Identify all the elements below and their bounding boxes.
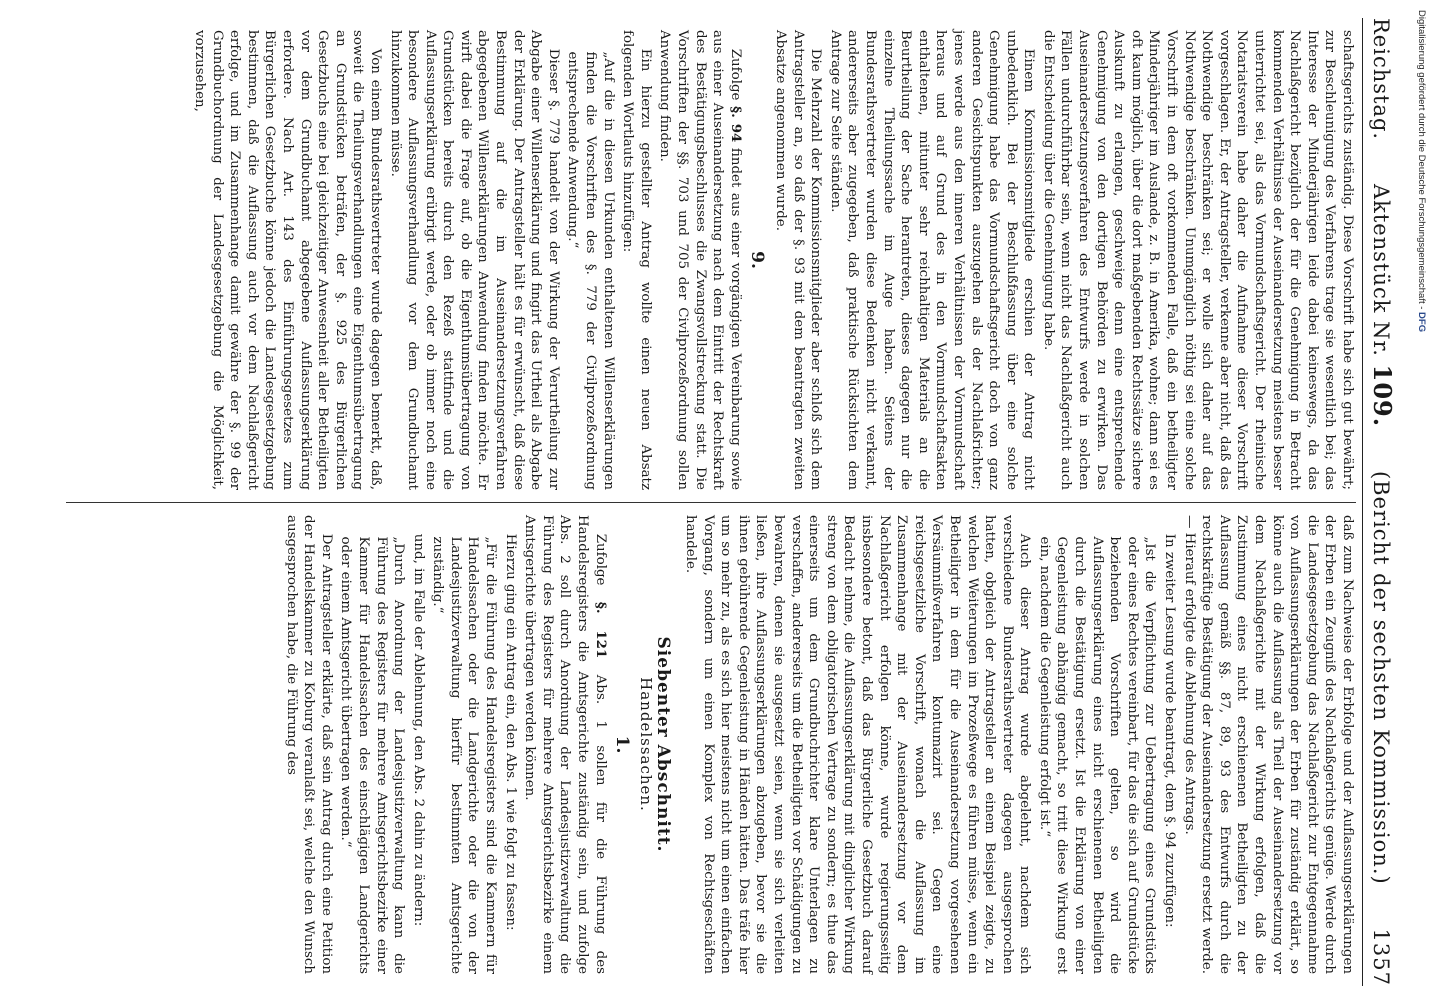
paragraph-section-121 [521, 515, 609, 974]
quoted-proposal: „Auf die in diesen Urkunden enthaltenen Willenserklärungen finden die Vorschriften des §. 779 der Civilprozeßordnung entsprechende Anwendung.“ [565, 51, 616, 490]
paragraph-body: findet aus einer vorgängigen Vereinbarung sowie aus einer Auseinandersetzung nach dem Eintritt der Rechtskraft des Bestätigungsbeschlusses die Zwangsvollstreckung statt. Die Vorschriften der §§. 703 und 705 der Civilprozeßordnung sollen Anwendung finden. [657, 30, 743, 490]
paragraph: Ein hierzu gestellter Antrag wollte einen neuen Absatz folgenden Wortlauts hinzufügen: [620, 30, 653, 490]
page-number: 1357 [1369, 928, 1393, 986]
header-report-title: (Bericht der sechsten Kommission.) [1369, 470, 1393, 885]
header-docno-prefix: Aktenstück Nr. [1369, 183, 1393, 357]
paragraph-body: Abs. 1 sollen für die Führung des Handelsregisters die Amtsgerichte zuständig sein, und zufolge Abs. 2 soll durch Anordnung der Landesjustizverwaltung die Führung des Registers für mehrere Amtsgerichtsbezirke einem Amtsgerichte übertragen werden können. [522, 515, 608, 974]
section-reference: §. 121 [592, 601, 609, 659]
paragraph-section-94 [656, 30, 744, 490]
paragraph: und, im Falle der Ablehnung, den Abs. 2 dahin zu ändern: [410, 533, 426, 927]
paragraph-lead: Zufolge [727, 48, 743, 101]
left-column [66, 18, 1356, 502]
paragraph: Einem Kommissionsmitgliede erschien der Antrag nicht unbedenklich. Bei der Beschlußfassung über eine solche Genehmigung habe das Vormundschaftsgericht doch von ganz anderen Gesichtspunkten auszugehen als der Nachlaßrichter; jenes werde aus den inneren Verhältnissen der Vormundschaft heraus und auf Grund des in den Vormundschaftsakten enthaltenen, mitunter sehr reichhaltigen Materials an die Beurtheilung der Sache herantreten, dieses dagegen nur die einzelne Theilungssache im Auge haben. Seitens der Bundesrathsvertreter wurden diese Bedenken nicht verkannt, andererseits aber zugegeben, daß praktische Rücksichten dem Antrage zur Seite ständen. [827, 30, 1037, 490]
credit-text: Digitalisierung gefördert durch die Deutsche Forschungsgemeinschaft - [1416, 10, 1427, 310]
quoted-proposal: „Ist die Verpflichtung zur Uebertragung eines Grundstücks oder eines Rechtes vereinbart, für das die sich auf Grundstücke beziehenden Vorschriften gelten, so wird die Auflassungserklärung eines nicht erschienenen Betheiligten durch die Bestätigung ersetzt. Ist die Erklärung von einer Gegenleistung abhängig gemacht, so tritt diese Wirkung erst ein, nachdem die Gegenleistung erfolgt ist.“ [1036, 536, 1158, 974]
header-docno-value: 109. [1368, 364, 1397, 428]
section-subheading: Handelssachen. [636, 677, 655, 812]
section-reference: §. 94 [727, 106, 744, 143]
header-document-number [1368, 184, 1397, 427]
paragraph: daß zum Nachweise der Erbfolge und der Auflassungserklärungen der Erben ein Zeugniß des Nachlaßgerichts genüge. Werde durch die Landesgesetzgebung das Nachlaßgericht zur Entgegennahme von Auflassungserklärungen der Erben für zuständig erklärt, so könne auch die Auflassung als Theil der Auseinandersetzung vor dem Nachlaßgerichte mit der Wirkung erfolgen, daß die Zustimmung eines nicht erschienenen Betheiligten zu der Auflassung gemäß §§. 87, 89, 93 des Entwurfs durch die rechtskräftige Bestätigung der Auseinandersetzung ersetzt werde. — Hierauf erfolgte die Ablehnung des Antrags. [1181, 515, 1355, 974]
paragraph: Hierzu ging ein Antrag ein, den Abs. 1 wie folgt zu fassen: [502, 533, 518, 931]
header-reichstag: Reichstag. [1369, 18, 1393, 141]
paragraph: Der Antragsteller erklärte, daß sein Antrag durch eine Petition der Handelskammer zu Koburg veranlaßt sei, welche den Wunsch ausgesprochen habe, die Führung des [283, 515, 334, 974]
rotated-document-page [55, 0, 1405, 1000]
text-columns [66, 18, 1362, 986]
dfg-logo: DFG [1416, 312, 1427, 333]
paragraph: Die Mehrzahl der Kommissionsmitglieder aber schloß sich dem Antragsteller an, so daß der §. 93 mit dem beantragten zweiten Absatze angenommen wurde. [773, 30, 824, 490]
digitization-credit [1414, 10, 1428, 990]
paragraph: In zweiter Lesung wurde beantragt, dem §. 94 zuzufügen: [1162, 533, 1178, 928]
right-column [66, 502, 1356, 986]
paragraph: Von einem Bundesrathsvertreter wurde dagegen bemerkt, daß, soweit die Theilungsverhandlungen eine Eigenthumsübertragung an Grundstücken beträfen, der §. 925 des Bürgerlichen Gesetzbuchs eine bei gleichzeitiger Anwesenheit aller Betheiligten vor dem Grundbuchamt abgegebene Auflassungserklärung erfordere. Nach Art. 143 des Einführungsgesetzes zum Bürgerlichen Gesetzbuche könne jedoch die Landesgesetzgebung bestimmen, daß die Auflassung auch vor dem Nachlaßgericht erfolge, und im Zusammenhange damit gewähre der §. 99 der Grundbuchordnung der Landesgesetzgebung die Möglichkeit, vorzusehen, [192, 30, 383, 490]
quoted-proposal: „Durch Anordnung der Landesjustizverwaltung kann die Führung des Registers für mehrere Amtsgerichtsbezirke einer Kammer für Handelssachen des einschlägigen Landgerichts oder einem Amtsgericht übertragen werden.“ [338, 536, 407, 974]
section-number: 9. [747, 251, 768, 269]
paragraph: schaftsgerichts zuständig. Diese Vorschrift habe sich gut bewährt; zur Beschleunigung des Verfahrens trage sie wesentlich bei; das Interesse der Minderjährigen leide dabei keineswegs, da das Nachlaßgericht bezüglich der für die Genehmigung in Betracht kommenden Verhältnisse der Auseinandersetzung meistens besser unterrichtet sei, als das Vormundschaftsgericht. Der rheinische Notariatsverein habe daher die Aufnahme dieser Vorschrift vorgeschlagen. Er, der Antragsteller, verkenne aber nicht, daß das Nothwendige beschränken sei; er wolle sich daher auf das Nothwendige beschränken. Unumgänglich nöthig sei eine solche Vorschrift in dem oft vorkommenden Falle, daß ein betheiligter Minderjähriger im Auslande, z. B. in Amerika, wohne; dann sei es oft kaum möglich, über die dort maßgebenden Rechtssätze sichere Auskunft zu erlangen, geschweige denn eine entsprechende Genehmigung von den dortigen Behörden zu erwirken. Das Auseinandersetzungsverfahren des Entwurfs werde in solchen Fällen undurchführbar sein, wenn nicht das Nachlaßgericht auch die Entscheidung über die Genehmigung habe. [1040, 30, 1355, 490]
page-header [1362, 18, 1397, 986]
paragraph: Dieser §. 779 handelt von der Wirkung der Verurtheilung zur Abgabe einer Willenserklärung und fingirt das Urtheil als Abgabe der Erklärung. Der Antragsteller hält es für erwünscht, daß diese Bestimmung auf die im Auseinandersetzungsverfahren abgegebenen Willenserklärungen Anwendung finden möchte. Er wirft dabei die Frage auf, ob die Eigenthumsübertragung von Grundstücken bereits durch den Rezeß stattfinde und die Auflassungserklärung erübrigt werde, oder ob immer noch eine besondere Auflassungsverhandlung vor dem Grundbuchamt hinzukommen müsse. [387, 30, 561, 490]
section-number: 1. [612, 735, 633, 754]
paragraph: Auch dieser Antrag wurde abgelehnt, nachdem sich verschiedene Bundesrathsvertreter dagegen ausgesprochen hatten, obgleich der Antragsteller an einem Beispiel zeigte, zu welchen Weiterungen im Prozeßwege es führen müsse, wenn ein Betheiligter in dem für die Auseinandersetzung vorgesehenen Versäumnißverfahren kontumazirt sei. Gegen eine reichsgesetzliche Vorschrift, wonach die Auflassung im Zusammenhange mit der Auseinandersetzung vor dem Nachlaßgericht erfolgen könne, wurde regierungsseitig insbesondere betont, daß das Bürgerliche Gesetzbuch darauf Bedacht nehme, die Auflassungserklärung mit dinglicher Wirkung streng von dem obligatorischen Vertrage zu sondern; es thue das einerseits um dem Grundbuchrichter klare Unterlagen zu verschaffen, andererseits um die Betheiligten vor Schädigungen zu bewahren, denen sie ausgesetzt seien, wenn sie sich verleiten ließen, ihre Auflassungserklärungen abzugeben, bevor sie die ihnen gebührende Gegenleistung in Händen hätten. Das träfe hier um so mehr zu, als es sich hier meistens nicht um einen einfachen Vorgang, sondern um einen Komplex von Rechtsgeschäften handele. [683, 515, 1033, 974]
paragraph-lead: Zufolge [592, 533, 608, 586]
quoted-proposal: „Für die Führung des Handelsregisters sind die Kammern für Handelssachen oder die Landgerichte oder die von der Landesjustizverwaltung hierfür bestimmten Amtsgerichte zuständig.“ [430, 536, 499, 974]
section-heading: Siebenter Abschnitt. [653, 636, 674, 853]
